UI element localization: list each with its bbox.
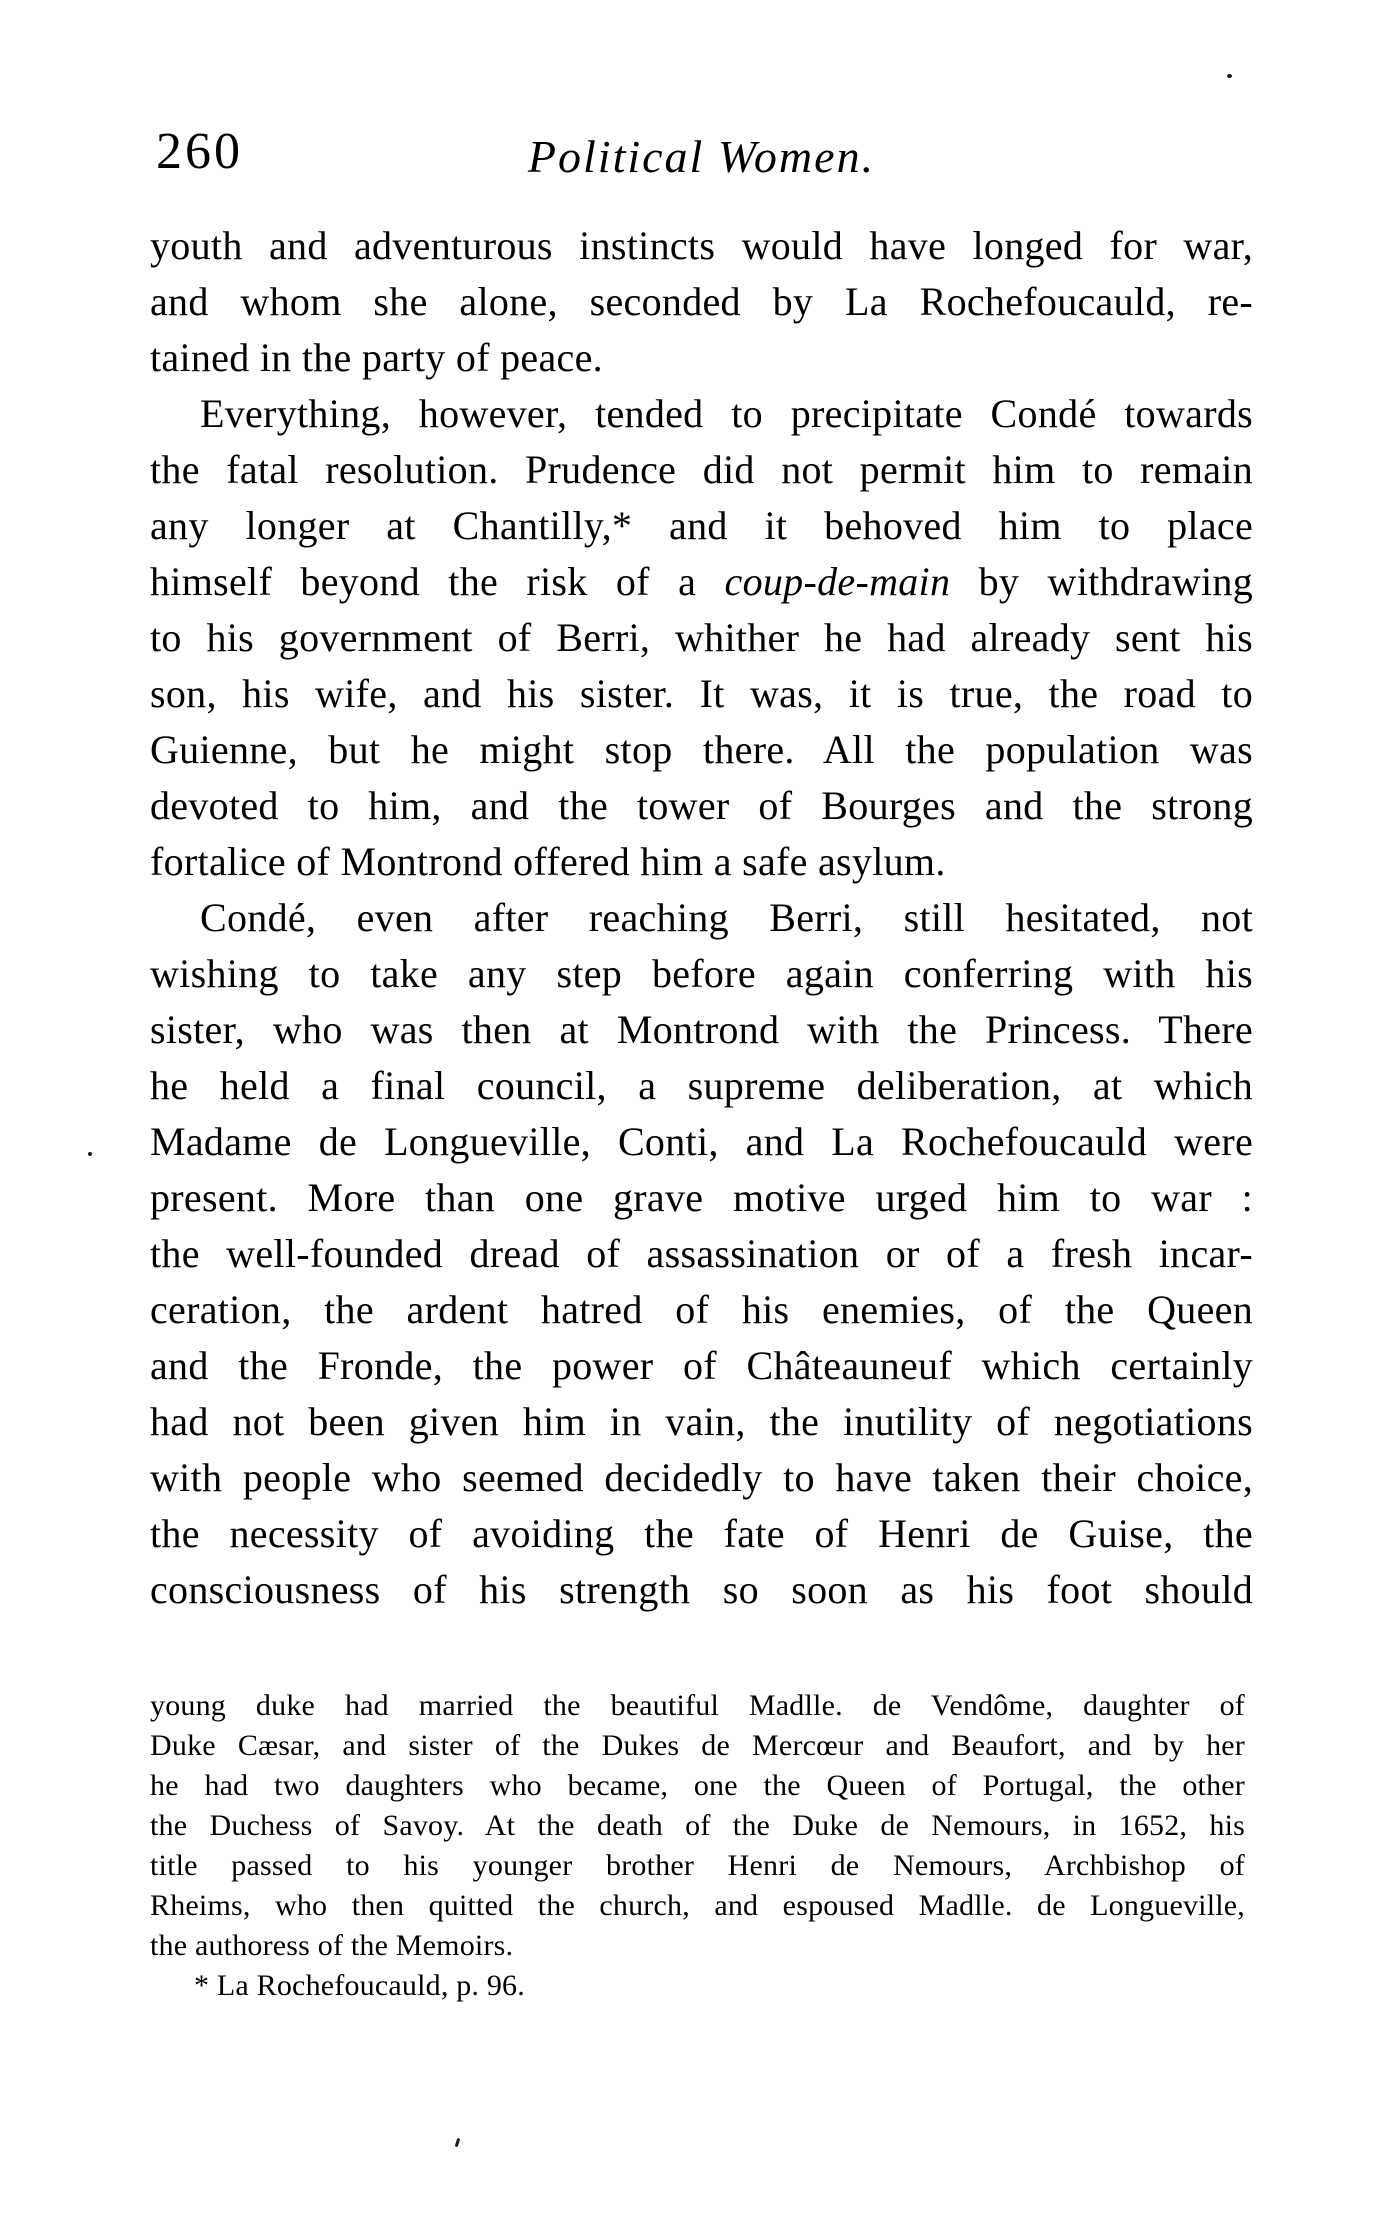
scan-artifact (88, 1152, 92, 1156)
text-line: devoted to him, and the tower of Bourges and the strong (150, 783, 1253, 828)
page-header (150, 0, 1253, 200)
text-line: Everything, however, tended to precipitate Condé towards (200, 391, 1253, 436)
text-line (150, 554, 1253, 610)
text-segment: himself beyond the risk of a (150, 559, 725, 604)
text-line: he held a final council, a supreme deliberation, at which (150, 1063, 1253, 1108)
text-line: any longer at Chantilly,* and it behoved him to place (150, 503, 1253, 548)
text-line: Condé, even after reaching Berri, still hesitated, not (200, 895, 1253, 940)
footnote (150, 1686, 1245, 2006)
text-segment: by withdrawing (950, 559, 1253, 604)
text-line: Madame de Longueville, Conti, and La Rochefoucauld were (150, 1119, 1253, 1164)
scan-artifact (455, 2138, 461, 2147)
footnote-citation: * La Rochefoucauld, p. 96. (194, 1969, 525, 2002)
text-line: the necessity of avoiding the fate of Henri de Guise, the (150, 1511, 1253, 1556)
paragraph-2 (150, 386, 1253, 890)
text-line: wishing to take any step before again conferring with his (150, 951, 1253, 996)
footnote-line: Duke Cæsar, and sister of the Dukes de Mercœur and Beaufort, and by her (150, 1729, 1245, 1762)
footnote-line: young duke had married the beautiful Madlle. de Vendôme, daughter of (150, 1689, 1245, 1722)
text-line: with people who seemed decidedly to have taken their choice, (150, 1455, 1253, 1500)
text-line: the well-founded dread of assassination or of a fresh incar- (150, 1231, 1253, 1276)
text-line: tained in the party of peace. (150, 335, 603, 380)
page-number: 260 (156, 123, 243, 180)
text-line: to his government of Berri, whither he had already sent his (150, 615, 1253, 660)
footnote-line: the Duchess of Savoy. At the death of the Duke de Nemours, in 1652, his (150, 1809, 1245, 1842)
text-line: and the Fronde, the power of Châteauneuf which certainly (150, 1343, 1253, 1388)
text-line: ceration, the ardent hatred of his enemies, of the Queen (150, 1287, 1253, 1332)
text-line: and whom she alone, seconded by La Rochefoucauld, re- (150, 279, 1253, 324)
text-line: the fatal resolution. Prudence did not permit him to remain (150, 447, 1253, 492)
text-line: son, his wife, and his sister. It was, it is true, the road to (150, 671, 1253, 716)
paragraph-1 (150, 218, 1253, 386)
text-line: consciousness of his strength so soon as his foot should (150, 1567, 1253, 1612)
text-line: sister, who was then at Montrond with the Princess. There (150, 1007, 1253, 1052)
footnote-line: the authoress of the Memoirs. (150, 1929, 514, 1962)
footnote-line: title passed to his younger brother Henri de Nemours, Archbishop of (150, 1849, 1245, 1882)
text-line: Guienne, but he might stop there. All the population was (150, 727, 1253, 772)
text-line: present. More than one grave motive urged him to war : (150, 1175, 1253, 1220)
text-line: had not been given him in vain, the inutility of negotiations (150, 1399, 1253, 1444)
running-title: Political Women. (527, 131, 876, 182)
paragraph-3 (150, 890, 1253, 1618)
footnote-line: he had two daughters who became, one the Queen of Portugal, the other (150, 1769, 1245, 1802)
main-text (150, 218, 1253, 1618)
text-line: fortalice of Montrond offered him a safe asylum. (150, 839, 946, 884)
scan-artifact (1227, 74, 1232, 78)
italic-phrase: coup-de-main (724, 559, 951, 604)
text-line: youth and adventurous instincts would have longed for war, (150, 223, 1253, 268)
footnote-line: Rheims, who then quitted the church, and espoused Madlle. de Longueville, (150, 1889, 1245, 1922)
